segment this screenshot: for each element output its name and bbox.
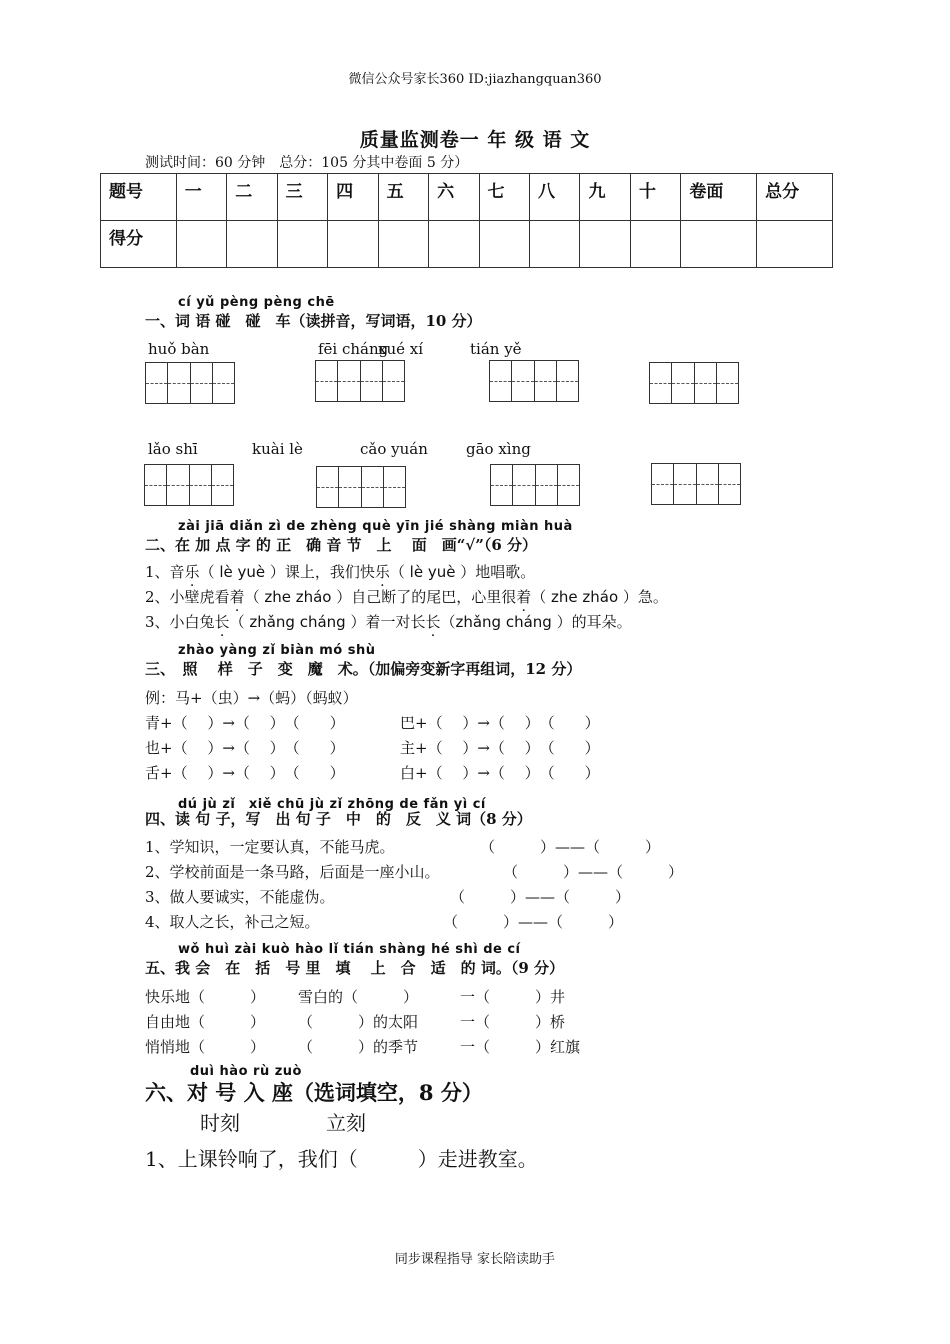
writing-grid[interactable] [145,362,235,404]
section-2-title: 二、在 加 点 字 的 正 确 音 节 上 面 画“√”（6 分） [145,536,538,554]
score-cell[interactable] [378,221,428,268]
fill-blank[interactable]: （ ）——（ ） [480,838,661,856]
table-cell: 得分 [101,221,177,268]
fill-blank[interactable]: （ ）的太阳 [298,1013,419,1031]
score-cell[interactable] [757,221,833,268]
fill-blank[interactable]: 1、上课铃响了，我们（ ）走进教室。 [145,1147,538,1171]
writing-grid[interactable] [144,464,234,506]
page-header: 微信公众号家长360 ID:jiazhangquan360 [348,72,602,87]
score-cell[interactable] [328,221,378,268]
fill-blank[interactable]: 白+（ ）→（ ） （ ） [400,764,600,782]
score-cell[interactable] [479,221,529,268]
test-info: 测试时间：60 分钟 总分：105 分其中卷面 5 分） [145,155,469,171]
table-cell: 八 [530,174,580,221]
sentence: 1、学知识，一定要认真，不能马虎。 [145,838,395,856]
fill-blank[interactable]: 一（ ）桥 [460,1013,566,1031]
section-1-pinyin: cí yǔ pèng pèng chē [178,295,335,310]
section-3-title: 三、 照 样 子 变 魔 术。（加偏旁变新字再组词，12 分） [145,660,582,678]
fill-blank[interactable]: 自由地（ ） [145,1013,266,1031]
score-cell[interactable] [681,221,757,268]
section-5-pinyin: wǒ huì zài kuò hào lǐ tián shàng hé shì de cí [178,942,521,957]
pinyin-prompt: lǎo shī [148,440,198,458]
dotted-char: 长 [214,613,230,631]
score-table-score-row [101,221,833,268]
text: 2、小壁虎看 [145,588,230,606]
fill-blank[interactable]: 一（ ）井 [460,988,566,1006]
score-table [100,173,833,268]
fill-blank[interactable]: （ ）——（ ） [443,913,624,931]
dotted-char: 长 [425,613,441,631]
text[interactable]: （ zhe zháo ）自己断了的尾巴，心里很 [244,588,517,606]
pinyin-prompt: gāo xìng [466,440,531,458]
section-6-title: 六、对 号 入 座（选词填空，8 分） [145,1080,483,1105]
page-footer: 同步课程指导 家长陪读助手 [394,1252,556,1267]
table-cell: 题号 [101,174,177,221]
table-cell: 总分 [757,174,833,221]
dotted-char: 乐 [374,563,390,581]
score-table-header-row [101,174,833,221]
score-cell[interactable] [580,221,630,268]
writing-grid[interactable] [490,464,580,506]
fill-blank[interactable]: （ ）——（ ） [503,863,684,881]
text[interactable]: （ zhǎng cháng ）着一对长 [229,613,426,631]
sentence: 2、学校前面是一条马路，后面是一座小山。 [145,863,440,881]
fill-blank[interactable]: 巴+（ ）→（ ） （ ） [400,714,600,732]
score-cell[interactable] [429,221,479,268]
writing-grid[interactable] [316,466,406,508]
fill-blank[interactable]: （ ）的季节 [298,1038,419,1056]
fill-blank[interactable]: 主+（ ）→（ ） （ ） [400,739,600,757]
table-cell: 五 [378,174,428,221]
text: 1、音 [145,563,185,581]
sentence: 4、取人之长，补己之短。 [145,913,320,931]
dotted-char: 着 [516,588,532,606]
table-cell: 九 [580,174,630,221]
section-6-pinyin: duì hào rù zuò [190,1064,302,1079]
word-choice: 立刻 [326,1111,366,1135]
fill-blank[interactable]: 悄悄地（ ） [145,1038,266,1056]
table-cell: 三 [277,174,327,221]
question-line [145,561,535,582]
writing-grid[interactable] [649,362,739,404]
score-cell[interactable] [227,221,277,268]
question-line [145,586,668,607]
pinyin-prompt: xué xí [378,340,424,358]
table-cell: 六 [429,174,479,221]
writing-grid[interactable] [651,463,741,505]
pinyin-prompt: huǒ bàn [148,340,210,358]
text: 3、小白兔 [145,613,215,631]
table-cell: 二 [227,174,277,221]
score-cell[interactable] [630,221,680,268]
writing-grid[interactable] [315,360,405,402]
pinyin-prompt: tián yě [470,340,522,358]
table-cell: 卷面 [681,174,757,221]
table-cell: 四 [328,174,378,221]
score-cell[interactable] [176,221,226,268]
section-4-title: 四、读 句 子，写 出 句 子 中 的 反 义 词（8 分） [145,810,532,828]
sentence: 3、做人要诚实，不能虚伪。 [145,888,335,906]
dotted-char: 着 [229,588,245,606]
table-cell: 十 [630,174,680,221]
writing-grid[interactable] [489,360,579,402]
section-4-pinyin: dú jù zǐ xiě chū jù zǐ zhōng de fǎn yì cí [178,797,486,812]
table-cell: 七 [479,174,529,221]
fill-blank[interactable]: 舌+（ ）→（ ） （ ） [145,764,345,782]
page-title: 质量监测卷一 年 级 语 文 [359,129,591,151]
fill-blank[interactable]: 快乐地（ ） [145,988,266,1006]
pinyin-prompt: fēi cháng [318,340,389,358]
example-line: 例：马+（虫）→（蚂）（蚂蚁） [145,689,358,707]
fill-blank[interactable]: （ ）——（ ） [450,888,631,906]
text[interactable]: （ lè yuè ）课上，我们快 [199,563,375,581]
text[interactable]: （ zhe zháo ）急。 [531,588,668,606]
fill-blank[interactable]: 也+（ ）→（ ） （ ） [145,739,345,757]
score-cell[interactable] [530,221,580,268]
text[interactable]: （zhǎng cháng ）的耳朵。 [440,613,632,631]
section-3-pinyin: zhào yàng zǐ biàn mó shù [178,643,376,658]
word-choice: 时刻 [200,1111,240,1135]
question-line [145,611,632,632]
dotted-char: 乐 [184,563,200,581]
score-cell[interactable] [277,221,327,268]
fill-blank[interactable]: 青+（ ）→（ ） （ ） [145,714,345,732]
fill-blank[interactable]: 一（ ）红旗 [460,1038,581,1056]
pinyin-prompt: cǎo yuán [360,440,428,458]
section-2-pinyin: zài jiā diǎn zì de zhèng què yīn jié shàng miàn huà [178,519,573,534]
table-cell: 一 [176,174,226,221]
section-1-title: 一、词 语 碰 碰 车（读拼音，写词语，10 分） [145,312,482,330]
pinyin-prompt: kuài lè [252,440,303,458]
fill-blank[interactable]: 雪白的（ ） [298,988,419,1006]
section-5-title: 五、我 会 在 括 号 里 填 上 合 适 的 词。（9 分） [145,959,565,977]
text[interactable]: （ lè yuè ）地唱歌。 [389,563,536,581]
